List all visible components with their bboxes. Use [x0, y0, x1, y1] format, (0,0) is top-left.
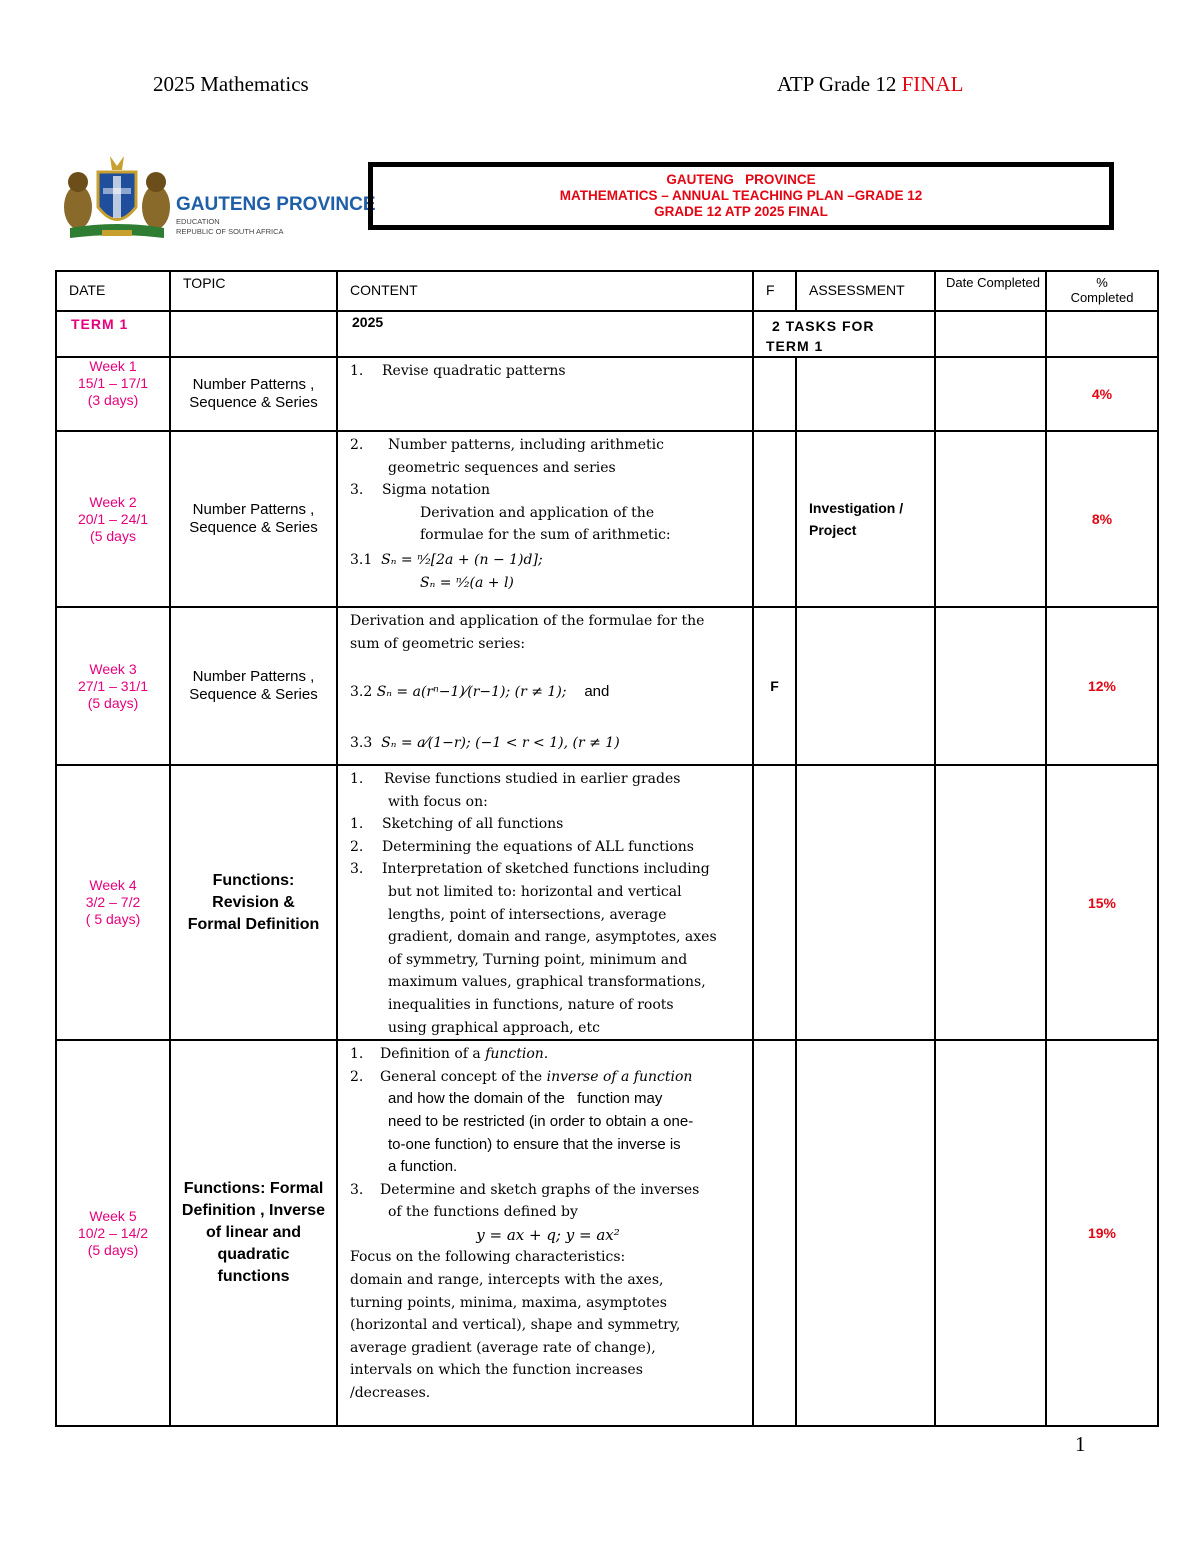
content-line: lengths, point of intersections, average — [388, 906, 667, 923]
assessment-cell-week-5 — [796, 1040, 935, 1426]
topic-cell-week-1 — [170, 357, 337, 431]
topic-line: Sequence & Series — [189, 519, 318, 536]
content-line: formulae for the sum of arithmetic: — [420, 527, 671, 544]
content-line: using graphical approach, etc — [388, 1019, 600, 1036]
col-header-f: F — [753, 271, 796, 311]
date-completed-week-1 — [935, 357, 1046, 431]
week-dates: 27/1 – 31/1 — [77, 677, 149, 694]
f-cell-week-5 — [753, 1040, 796, 1426]
term-row — [56, 311, 1158, 357]
week-label: Week 2 — [89, 493, 137, 510]
content-line: of symmetry, Turning point, minimum and — [388, 951, 688, 968]
date-cell-week-4 — [56, 765, 170, 1040]
title-banner — [368, 162, 1114, 230]
col-header-date: DATE — [56, 271, 170, 311]
header-atp: ATP Grade 12 — [777, 72, 897, 96]
tasks-line-2: TERM 1 — [766, 338, 824, 354]
week-dates: 3/2 – 7/2 — [85, 894, 141, 911]
content-line: but not limited to: horizontal and vertical — [388, 883, 682, 900]
tasks-line-1: 2 TASKS FOR — [772, 318, 875, 334]
formula-inverse: y = ax + q; y = ax² — [476, 1225, 620, 1244]
pct-week-3: 12% — [1046, 607, 1158, 765]
col-header-assessment: ASSESSMENT — [796, 271, 935, 311]
topic-line: Sequence & Series — [189, 686, 318, 703]
content-line: inequalities in functions, nature of roots — [388, 996, 674, 1013]
week-days: (5 days) — [87, 694, 139, 711]
content-line: average gradient (average rate of change), — [350, 1339, 656, 1356]
col-header-date-completed: Date Completed — [935, 271, 1046, 311]
assessment-line: Project — [809, 522, 857, 538]
content-item: 3. Interpretation of sketched functions including — [350, 861, 710, 878]
week-label: Week 5 — [89, 1207, 137, 1224]
logo-country-text: REPUBLIC OF SOUTH AFRICA — [176, 227, 284, 236]
week-label: Week 1 — [89, 358, 137, 374]
content-line: geometric sequences and series — [388, 459, 616, 476]
table-row-week-1 — [56, 357, 1158, 431]
f-cell-week-3: F — [753, 607, 796, 765]
week-dates: 10/2 – 14/2 — [77, 1224, 149, 1241]
assessment-cell-week-3 — [796, 607, 935, 765]
running-header-right — [777, 72, 963, 97]
running-header-left: 2025 Mathematics — [153, 72, 309, 96]
table-header-row — [56, 271, 1158, 311]
content-line: of the functions defined by — [388, 1204, 578, 1221]
page-number: 1 — [1075, 1432, 1086, 1456]
content-cell-week-5 — [337, 1040, 753, 1426]
col-header-pct-completed — [1046, 271, 1158, 311]
content-cell-week-3 — [337, 607, 753, 765]
formula-3-2: 3.2 Sₙ = a(rⁿ−1)⁄(r−1); (r ≠ 1); and — [350, 683, 610, 701]
banner-line-1: GAUTENG PROVINCE — [666, 172, 816, 187]
col-header-content: CONTENT — [337, 271, 753, 311]
content-item: 3. Sigma notation — [350, 482, 491, 499]
content-line: need to be restricted (in order to obtain a one- — [388, 1112, 694, 1130]
topic-line: Revision & — [212, 893, 295, 911]
content-line: /decreases. — [350, 1385, 431, 1402]
date-cell-week-1 — [56, 357, 170, 431]
date-completed-week-2 — [935, 431, 1046, 607]
content-list — [350, 813, 746, 881]
date-completed-week-4 — [935, 765, 1046, 1040]
col-header-topic: TOPIC — [170, 271, 337, 311]
topic-cell-week-4 — [170, 765, 337, 1040]
banner-line-3: GRADE 12 ATP 2025 FINAL — [654, 204, 828, 219]
formula-3-1: 3.1 Sₙ = ⁿ⁄₂[2a + (n − 1)d]; — [350, 551, 543, 568]
topic-line: Number Patterns , — [192, 501, 315, 518]
week-days: (5 days) — [87, 1241, 139, 1258]
topic-line: quadratic — [217, 1246, 290, 1264]
f-cell-week-4 — [753, 765, 796, 1040]
topic-line: Number Patterns , — [192, 376, 315, 393]
content-line: intervals on which the function increases — [350, 1362, 643, 1379]
content-item: 3. Determine and sketch graphs of the inverses — [350, 1181, 700, 1198]
topic-line: functions — [217, 1268, 290, 1286]
week-dates: 15/1 – 17/1 — [77, 375, 149, 391]
pct-week-4: 15% — [1046, 765, 1158, 1040]
date-cell-week-5 — [56, 1040, 170, 1426]
assessment-cell-week-4 — [796, 765, 935, 1040]
term-pct-empty — [1046, 311, 1158, 357]
week-label: Week 3 — [89, 660, 137, 677]
topic-line: Formal Definition — [187, 915, 320, 933]
header-final: FINAL — [901, 72, 964, 96]
table-row-week-5 — [56, 1040, 1158, 1426]
topic-cell-week-3 — [170, 607, 337, 765]
topic-line: Number Patterns , — [192, 668, 315, 685]
term-topic-empty — [170, 311, 337, 357]
date-cell-week-2 — [56, 431, 170, 607]
content-item: 2. Determining the equations of ALL functions — [350, 838, 694, 855]
content-cell-week-2 — [337, 431, 753, 607]
logo-education-text: EDUCATION — [176, 217, 220, 226]
content-line: Focus on the following characteristics: — [350, 1249, 626, 1266]
pct-week-1: 4% — [1046, 357, 1158, 431]
content-line: maximum values, graphical transformations, — [388, 974, 706, 991]
f-cell-week-1 — [753, 357, 796, 431]
week-days: (5 days — [90, 527, 136, 544]
content-line: sum of geometric series: — [350, 635, 526, 652]
topic-cell-week-5 — [170, 1040, 337, 1426]
content-line: with focus on: — [388, 793, 488, 810]
content-item: 1. Revise functions studied in earlier grades — [350, 771, 681, 787]
date-completed-week-3 — [935, 607, 1046, 765]
date-completed-week-5 — [935, 1040, 1046, 1426]
content-line: and how the domain of the function may — [388, 1090, 663, 1108]
table-row-week-2 — [56, 431, 1158, 607]
term-year: 2025 — [337, 311, 753, 357]
week-label: Week 4 — [89, 877, 137, 894]
date-cell-week-3 — [56, 607, 170, 765]
content-item: 1. Sketching of all functions — [350, 816, 564, 833]
topic-line: of linear and — [205, 1224, 302, 1242]
formula-3-3: 3.3 Sₙ = a⁄(1−r); (−1 < r < 1), (r ≠ 1) — [350, 734, 620, 751]
content-line: (horizontal and vertical), shape and symmetry, — [350, 1317, 681, 1334]
annual-teaching-plan-table — [55, 270, 1159, 1427]
pct-completed-label: Completed — [1070, 290, 1134, 305]
table-row-week-4 — [56, 765, 1158, 1040]
title-banner-inner — [372, 166, 1110, 226]
topic-line: Functions: Formal — [183, 1180, 324, 1198]
week-days: ( 5 days) — [85, 911, 141, 928]
term-label: TERM 1 — [56, 311, 170, 357]
content-line: turning points, minima, maxima, asymptotes — [350, 1294, 667, 1311]
gauteng-logo — [58, 152, 376, 244]
term-date-empty — [935, 311, 1046, 357]
coat-of-arms-icon — [58, 152, 376, 244]
content-item: 1. Revise quadratic patterns — [350, 363, 566, 379]
assessment-cell-week-1 — [796, 357, 935, 431]
content-cell-week-1 — [337, 357, 753, 431]
content-line: gradient, domain and range, asymptotes, axes — [388, 929, 717, 946]
pct-week-2: 8% — [1046, 431, 1158, 607]
content-item: 2. Number patterns, including arithmetic — [350, 437, 664, 453]
formula-3-1b: Sₙ = ⁿ⁄₂(a + l) — [420, 574, 514, 591]
content-line: Derivation and application of the formulae for the — [350, 613, 705, 629]
week-days: (3 days) — [87, 392, 139, 408]
term-tasks — [753, 311, 935, 357]
table-row-week-3 — [56, 607, 1158, 765]
topic-line: Definition , Inverse — [181, 1202, 326, 1220]
content-cell-week-4 — [337, 765, 753, 1040]
content-line: domain and range, intercepts with the axes, — [350, 1272, 664, 1289]
pct-symbol: % — [1096, 275, 1108, 290]
content-item: 1. Definition of a function. — [350, 1046, 549, 1063]
content-line: Derivation and application of the — [420, 504, 655, 521]
assessment-line: Investigation / — [809, 500, 904, 516]
content-line: a function. — [388, 1158, 458, 1176]
banner-line-2: MATHEMATICS – ANNUAL TEACHING PLAN –GRADE 12 — [559, 188, 923, 203]
content-line: to-one function) to ensure that the inverse is — [388, 1135, 681, 1153]
logo-province-text: GAUTENG PROVINCE — [176, 194, 376, 215]
f-cell-week-2 — [753, 431, 796, 607]
topic-cell-week-2 — [170, 431, 337, 607]
content-item: 2. General concept of the inverse of a function — [350, 1068, 693, 1085]
topic-line: Sequence & Series — [189, 394, 318, 411]
topic-line: Functions: — [212, 871, 295, 889]
pct-week-5: 19% — [1046, 1040, 1158, 1426]
assessment-cell-week-2 — [796, 431, 935, 607]
week-dates: 20/1 – 24/1 — [77, 510, 149, 527]
